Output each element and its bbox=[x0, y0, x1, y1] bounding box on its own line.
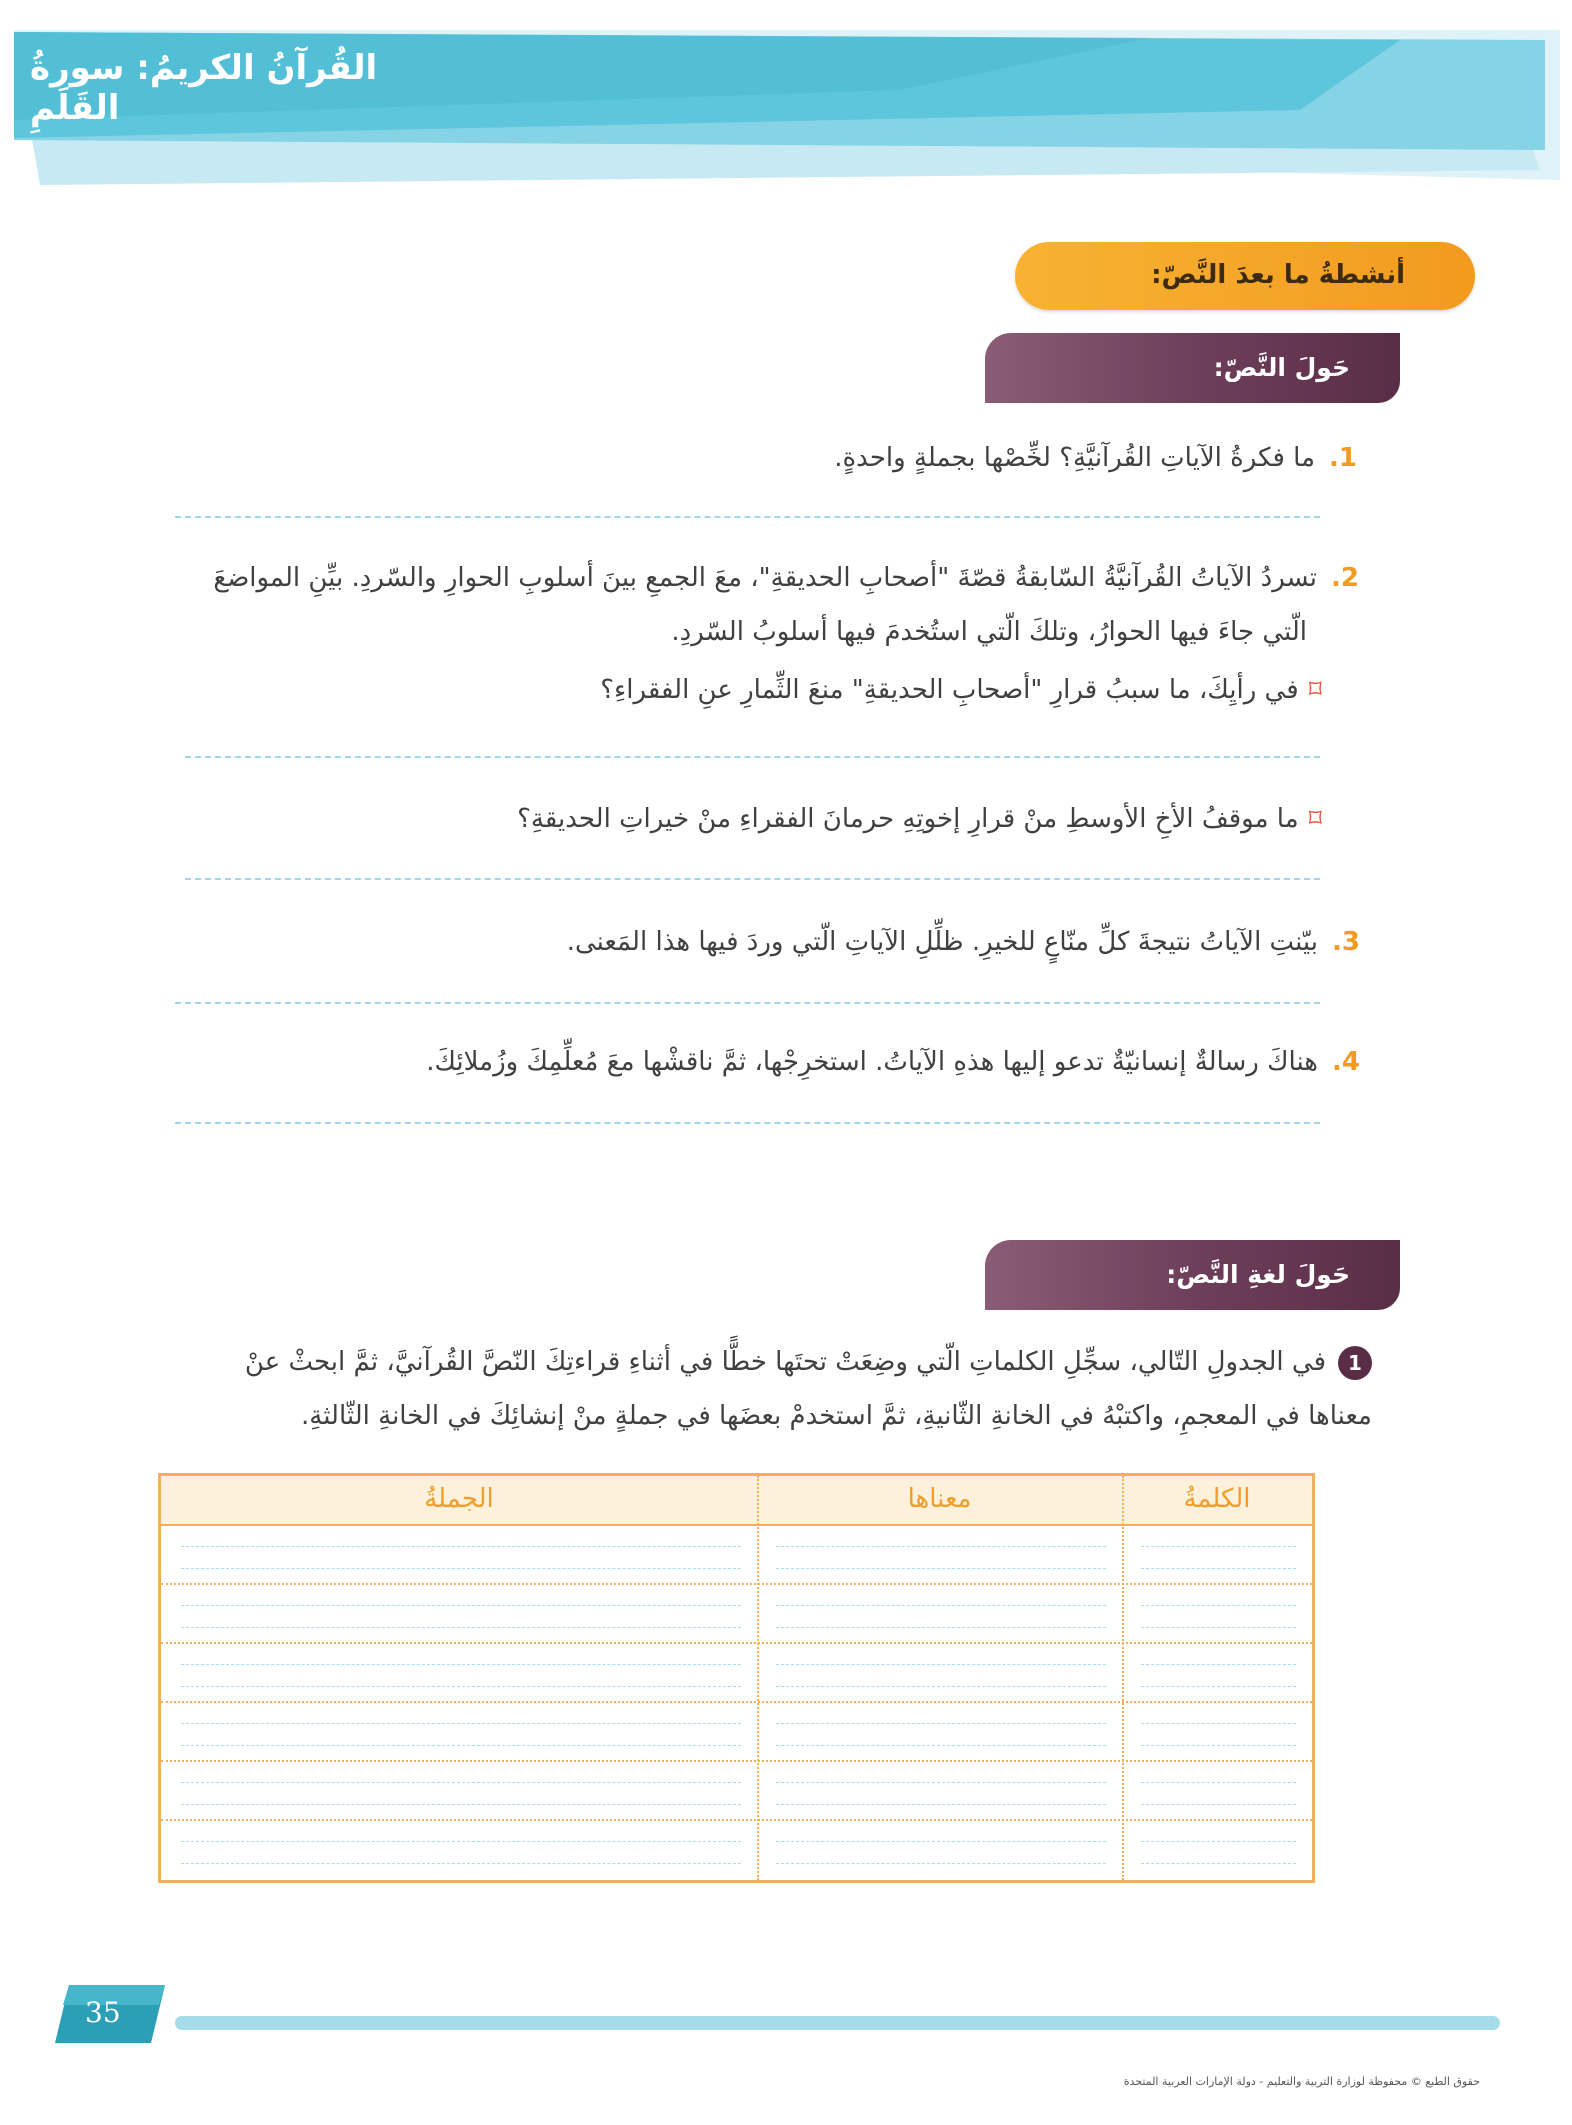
header-banner bbox=[0, 0, 1572, 200]
table-cell-meaning[interactable] bbox=[776, 1686, 1106, 1687]
table-cell-word[interactable] bbox=[1141, 1664, 1296, 1665]
section-tab-label: حَولَ لغةِ النَّصّ: bbox=[1166, 1260, 1350, 1289]
table-cell-sentence[interactable] bbox=[181, 1841, 741, 1842]
question-text: هناكَ رسالةٌ إنسانيّةٌ تدعو إليها هذهِ الآياتُ. استخرِجْها، ثمَّ ناقشْها معَ مُعلِّمِكَ وزُملائِكَ. bbox=[426, 1047, 1319, 1077]
question-2-line-2: الّتي جاءَ فيها الحوارُ، وتلكَ الّتي استُخدمَ فيها أسلوبُ السّردِ. bbox=[671, 617, 1307, 647]
table-cell-meaning[interactable] bbox=[776, 1664, 1106, 1665]
question-4 bbox=[426, 1040, 1360, 1084]
page-title: القُرآنُ الكريمُ: سورةُ القَلَمِ bbox=[30, 48, 378, 128]
activities-heading-label: أنشطةُ ما بعدَ النَّصّ: bbox=[1151, 260, 1405, 290]
answer-line[interactable] bbox=[175, 516, 1320, 518]
table-cell-sentence[interactable] bbox=[181, 1745, 741, 1746]
question-text: ما فكرةُ الآياتِ القُرآنيَّةِ؟ لخِّصْها بجملةٍ واحدةٍ. bbox=[834, 443, 1316, 473]
bullet-icon: ⌑ bbox=[1308, 804, 1322, 834]
table-cell-meaning[interactable] bbox=[776, 1568, 1106, 1569]
bullet-icon: ⌑ bbox=[1308, 675, 1322, 705]
activities-heading bbox=[1015, 242, 1475, 310]
table-cell-sentence[interactable] bbox=[181, 1568, 741, 1569]
question-number: 1. bbox=[1329, 443, 1357, 473]
table-cell-sentence[interactable] bbox=[181, 1627, 741, 1628]
table-cell-meaning[interactable] bbox=[776, 1804, 1106, 1805]
table-cell-word[interactable] bbox=[1141, 1841, 1296, 1842]
table-cell-sentence[interactable] bbox=[181, 1723, 741, 1724]
row-divider bbox=[161, 1701, 1312, 1703]
table-cell-word[interactable] bbox=[1141, 1605, 1296, 1606]
table-cell-meaning[interactable] bbox=[776, 1605, 1106, 1606]
item-number-badge: 1 bbox=[1338, 1346, 1372, 1380]
page-number: 35 bbox=[85, 1996, 121, 2029]
row-divider bbox=[161, 1819, 1312, 1821]
question-3 bbox=[567, 920, 1360, 964]
table-cell-sentence[interactable] bbox=[181, 1546, 741, 1547]
sub-question-text: ما موقفُ الأخِ الأوسطِ منْ قرارِ إخوتِهِ حرمانَ الفقراءِ منْ خيراتِ الحديقةِ؟ bbox=[517, 804, 1299, 834]
table-cell-word[interactable] bbox=[1141, 1568, 1296, 1569]
section-tab-about-text bbox=[985, 333, 1400, 403]
row-divider bbox=[161, 1760, 1312, 1762]
section-tab-label: حَولَ النَّصّ: bbox=[1213, 353, 1350, 382]
question-number: 3. bbox=[1332, 927, 1360, 957]
question-number: 4. bbox=[1332, 1047, 1360, 1077]
answer-line[interactable] bbox=[185, 878, 1320, 880]
table-cell-word[interactable] bbox=[1141, 1745, 1296, 1746]
table-cell-word[interactable] bbox=[1141, 1686, 1296, 1687]
table-cell-word[interactable] bbox=[1141, 1546, 1296, 1547]
language-item-1-line-2: معناها في المعجمِ، واكتبْهُ في الخانةِ الثّانيةِ، ثمَّ استخدمْ بعضَها في جملةٍ منْ إنشائِكَ في الخانةِ الثّالثةِ. bbox=[300, 1401, 1372, 1431]
answer-line[interactable] bbox=[185, 756, 1320, 758]
header-sentence: الجملةُ bbox=[424, 1484, 494, 1514]
table-cell-meaning[interactable] bbox=[776, 1841, 1106, 1842]
table-cell-sentence[interactable] bbox=[181, 1605, 741, 1606]
table-cell-word[interactable] bbox=[1141, 1804, 1296, 1805]
table-header bbox=[161, 1476, 1312, 1526]
table-cell-word[interactable] bbox=[1141, 1723, 1296, 1724]
language-item-1 bbox=[245, 1340, 1372, 1384]
table-cell-sentence[interactable] bbox=[181, 1782, 741, 1783]
table-cell-meaning[interactable] bbox=[776, 1723, 1106, 1724]
table-cell-sentence[interactable] bbox=[181, 1863, 741, 1864]
question-text: بيّنتِ الآياتُ نتيجةَ كلِّ منّاعٍ للخيرِ. ظلِّلِ الآياتِ الّتي وردَ فيها هذا المَعنى. bbox=[566, 927, 1319, 957]
question-2-sub-2 bbox=[517, 797, 1322, 841]
section-tab-about-language bbox=[985, 1240, 1400, 1310]
footer-bar bbox=[175, 2016, 1500, 2030]
sub-question-text: في رأيِكَ، ما سببُ قرارِ "أصحابِ الحديقةِ" منعَ الثِّمارِ عنِ الفقراءِ؟ bbox=[600, 675, 1299, 705]
table-cell-word[interactable] bbox=[1141, 1782, 1296, 1783]
table-cell-word[interactable] bbox=[1141, 1627, 1296, 1628]
table-cell-sentence[interactable] bbox=[181, 1686, 741, 1687]
question-text-line-1: تسردُ الآياتُ القُرآنيَّةُ السّابقةُ قصّةَ "أصحابِ الحديقةِ"، معَ الجمعِ بينَ أسلوبِ الحوارِ والسّردِ. بيِّنِ المواضعَ bbox=[213, 563, 1318, 593]
table-cell-meaning[interactable] bbox=[776, 1745, 1106, 1746]
question-2 bbox=[213, 556, 1359, 600]
row-divider bbox=[161, 1642, 1312, 1644]
question-2-sub-1 bbox=[600, 668, 1322, 712]
table-cell-meaning[interactable] bbox=[776, 1627, 1106, 1628]
row-divider bbox=[161, 1583, 1312, 1585]
table-cell-meaning[interactable] bbox=[776, 1782, 1106, 1783]
table-cell-sentence[interactable] bbox=[181, 1804, 741, 1805]
answer-line[interactable] bbox=[175, 1002, 1320, 1004]
header-word: الكلمةُ bbox=[1183, 1484, 1251, 1514]
table-cell-sentence[interactable] bbox=[181, 1664, 741, 1665]
item-text-line-1: في الجدولِ التّالي، سجِّلِ الكلماتِ الّتي وضِعَتْ تحتَها خطًّا في أثناءِ قراءتِكَ النّصَّ القُرآنيَّ، ثمَّ ابحثْ عنْ bbox=[244, 1347, 1326, 1377]
header-meaning: معناها bbox=[907, 1484, 972, 1514]
table-cell-word[interactable] bbox=[1141, 1863, 1296, 1864]
question-1 bbox=[834, 436, 1357, 480]
table-cell-meaning[interactable] bbox=[776, 1863, 1106, 1864]
table-cell-meaning[interactable] bbox=[776, 1546, 1106, 1547]
copyright-notice: حقوق الطبع © محفوظة لوزارة التربية والتعليم - دولة الإمارات العربية المتحدة bbox=[1123, 2075, 1480, 2088]
vocabulary-table bbox=[158, 1473, 1315, 1883]
answer-line[interactable] bbox=[175, 1122, 1320, 1124]
question-number: 2. bbox=[1331, 563, 1359, 593]
